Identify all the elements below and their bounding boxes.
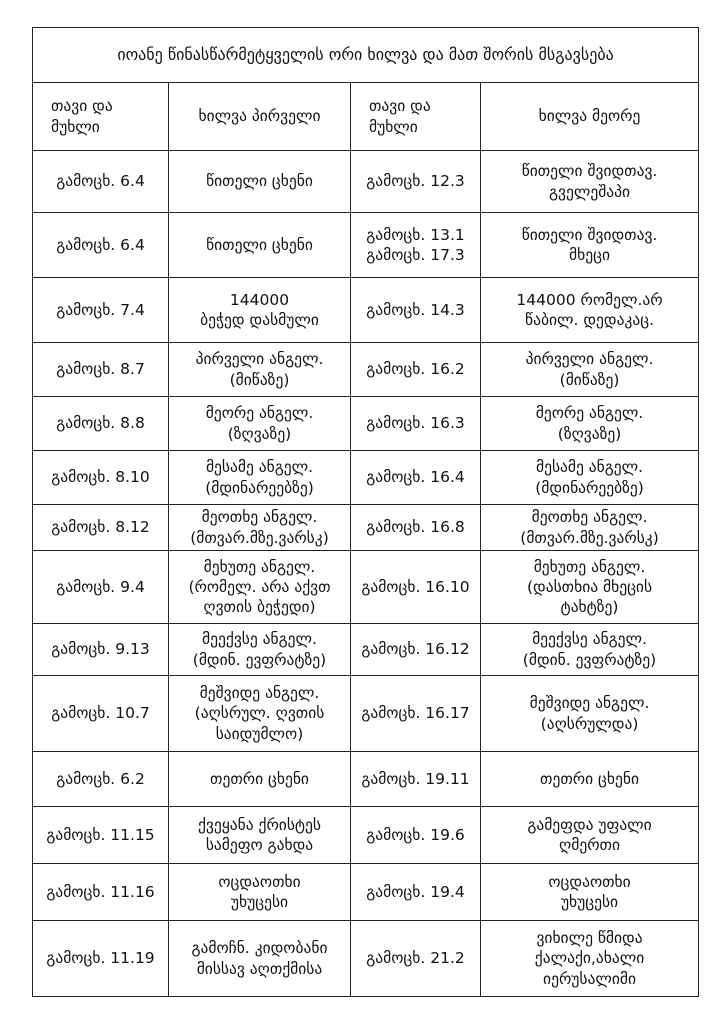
cell-line: მეორე ანგელ. xyxy=(205,404,314,423)
cell-line: (მდინ. ევფრატზე) xyxy=(192,650,327,669)
table-row xyxy=(33,676,699,752)
cell-line: (მდინ. ევფრატზე) xyxy=(522,650,657,669)
cell-line: გამოცხ. 16.17 xyxy=(361,704,470,723)
cell-line: მეშვიდე ანგელ. xyxy=(529,694,650,713)
cell-line: (ზღვაზე) xyxy=(557,424,622,443)
table-title: იოანე წინასწარმეტყველის ორი ხილვა და მათ შორის მსგავსება xyxy=(33,28,699,83)
cell-line: (აღსრულდა) xyxy=(540,714,639,733)
cell-line: გამოცხ. 16.2 xyxy=(366,360,465,379)
cell-ref2 xyxy=(351,278,481,343)
cell-line: გამოცხ. 16.10 xyxy=(361,577,470,596)
cell-vision2 xyxy=(481,864,699,921)
cell-vision2 xyxy=(481,921,699,997)
cell-line: მეორე ანგელ. xyxy=(535,404,644,423)
header-ref1-line2: მუხლი xyxy=(51,117,100,136)
cell-line: გამოცხ. 11.19 xyxy=(46,949,155,968)
cell-vision2 xyxy=(481,551,699,624)
cell-vision1 xyxy=(169,624,351,676)
cell-line: (მთვარ.მზე.ვარსკ) xyxy=(190,528,329,547)
cell-line: ოცდაოთხი xyxy=(548,872,631,891)
cell-line: გამოცხ. 19.6 xyxy=(366,825,465,844)
header-ref2-line2: მუხლი xyxy=(369,117,418,136)
cell-vision1 xyxy=(169,921,351,997)
cell-line: 144000 რომელ.არ xyxy=(516,290,663,309)
cell-line: წითელი ცხენი xyxy=(206,172,313,191)
cell-line: მეექვსე ანგელ. xyxy=(532,630,647,649)
cell-ref2 xyxy=(351,752,481,807)
table-row xyxy=(33,624,699,676)
cell-vision1 xyxy=(169,807,351,864)
cell-ref2 xyxy=(351,343,481,397)
cell-line: ღვთის ბეჭედი) xyxy=(203,598,316,617)
cell-line: თეთრი ცხენი xyxy=(540,769,639,788)
cell-vision2 xyxy=(481,752,699,807)
cell-line: მეშვიდე ანგელ. xyxy=(199,684,320,703)
cell-line: გამოცხ. 9.4 xyxy=(56,577,145,596)
table-row xyxy=(33,921,699,997)
cell-ref2 xyxy=(351,505,481,551)
cell-vision2 xyxy=(481,624,699,676)
cell-ref2 xyxy=(351,864,481,921)
cell-vision1 xyxy=(169,151,351,213)
cell-line: ოცდაოთხი xyxy=(218,872,301,891)
cell-ref1 xyxy=(33,151,169,213)
cell-line: გამოცხ. 9.13 xyxy=(51,640,150,659)
cell-line: ვიხილე წმიდა xyxy=(536,929,643,948)
cell-line: მხეცი xyxy=(569,246,610,264)
cell-line: გამოცხ. 16.3 xyxy=(366,414,465,433)
table-row xyxy=(33,151,699,213)
cell-line: გამოცხ. 11.15 xyxy=(46,825,155,844)
cell-ref1 xyxy=(33,624,169,676)
cell-line: გამოცხ. 11.16 xyxy=(46,882,155,901)
cell-ref1 xyxy=(33,807,169,864)
cell-line: (მიწაზე) xyxy=(229,370,290,389)
cell-ref1 xyxy=(33,213,169,278)
cell-vision1 xyxy=(169,864,351,921)
cell-vision1 xyxy=(169,551,351,624)
header-chapter-verse-1 xyxy=(33,83,169,151)
cell-vision1 xyxy=(169,676,351,752)
comparison-table xyxy=(32,27,699,997)
cell-line: გამოცხ. 8.8 xyxy=(56,414,145,433)
header-vision-1: ხილვა პირველი xyxy=(169,83,351,151)
cell-line: ქალაქი,ახალი xyxy=(534,949,645,968)
cell-vision2 xyxy=(481,151,699,213)
cell-ref2 xyxy=(351,213,481,278)
table-row xyxy=(33,864,699,921)
cell-line: (დასთხია მხეცის xyxy=(526,577,653,596)
table-row xyxy=(33,278,699,343)
table-row xyxy=(33,397,699,451)
cell-line: პირველი ანგელ. xyxy=(195,350,324,369)
table-row xyxy=(33,343,699,397)
cell-ref1 xyxy=(33,451,169,505)
cell-line: მეხუთე ანგელ. xyxy=(203,557,316,576)
cell-vision1 xyxy=(169,397,351,451)
cell-ref2 xyxy=(351,451,481,505)
cell-line: გამოჩნ. კიდობანი xyxy=(191,939,328,958)
cell-line: მისსავ აღთქმისა xyxy=(196,959,323,978)
table-row xyxy=(33,807,699,864)
cell-line: (მდინარეებზე) xyxy=(535,478,644,497)
cell-line: უხუცესი xyxy=(230,893,289,911)
cell-line: გამოცხ. 6.4 xyxy=(56,235,145,254)
cell-line: მეოთხე ანგელ. xyxy=(201,508,318,527)
cell-line: (ზღვაზე) xyxy=(227,424,292,443)
cell-vision1 xyxy=(169,505,351,551)
cell-line: ქვეყანა ქრისტეს xyxy=(197,815,322,834)
cell-vision2 xyxy=(481,451,699,505)
cell-ref1 xyxy=(33,921,169,997)
cell-ref1 xyxy=(33,752,169,807)
title-row xyxy=(33,28,699,83)
cell-line: გველეშაპი xyxy=(549,182,631,201)
cell-ref2 xyxy=(351,551,481,624)
cell-line: (რომელ. არა აქვთ xyxy=(188,577,331,596)
cell-line: ღმერთი xyxy=(559,836,620,854)
header-chapter-verse-2 xyxy=(351,83,481,151)
cell-line: სამეფო გახდა xyxy=(205,836,314,854)
cell-vision2 xyxy=(481,213,699,278)
cell-line: 144000 xyxy=(229,290,290,309)
cell-line: თეთრი ცხენი xyxy=(210,769,309,788)
cell-line: გამოცხ. 8.7 xyxy=(56,360,145,379)
cell-ref2 xyxy=(351,151,481,213)
cell-ref1 xyxy=(33,864,169,921)
cell-vision2 xyxy=(481,807,699,864)
header-ref2-line1: თავი და xyxy=(369,97,431,116)
cell-line: ბეჭედ დასმული xyxy=(200,311,319,329)
cell-line: წითელი ცხენი xyxy=(206,235,313,254)
cell-line: გამოცხ. 7.4 xyxy=(56,300,145,319)
cell-line: წაბილ. დედაკაც. xyxy=(525,311,654,329)
cell-line: ტახტზე) xyxy=(560,598,619,617)
cell-vision1 xyxy=(169,752,351,807)
table-row xyxy=(33,505,699,551)
cell-vision1 xyxy=(169,213,351,278)
cell-ref1 xyxy=(33,278,169,343)
cell-ref1 xyxy=(33,505,169,551)
cell-vision2 xyxy=(481,278,699,343)
cell-line: გამოცხ. 10.7 xyxy=(51,704,150,723)
cell-vision2 xyxy=(481,343,699,397)
cell-ref1 xyxy=(33,676,169,752)
cell-line: გამოცხ. 19.11 xyxy=(361,769,470,788)
cell-ref1 xyxy=(33,397,169,451)
cell-line: გამოცხ. 17.3 xyxy=(366,246,465,264)
cell-ref1 xyxy=(33,551,169,624)
cell-vision2 xyxy=(481,397,699,451)
cell-line: საიდუმლო) xyxy=(215,724,304,743)
cell-line: გამოცხ. 16.4 xyxy=(366,468,465,487)
cell-line: გამოცხ. 12.3 xyxy=(366,172,465,191)
cell-vision2 xyxy=(481,505,699,551)
cell-line: (მიწაზე) xyxy=(559,370,620,389)
cell-line: მესამე ანგელ. xyxy=(535,458,644,477)
cell-line: წითელი შვიდთავ. xyxy=(521,162,658,181)
cell-line: მესამე ანგელ. xyxy=(205,458,314,477)
cell-ref2 xyxy=(351,807,481,864)
table-row xyxy=(33,213,699,278)
cell-line: წითელი შვიდთავ. xyxy=(521,225,658,244)
cell-ref2 xyxy=(351,397,481,451)
cell-line: (აღსრულ. ღვთის xyxy=(194,704,325,723)
cell-line: გამოცხ. 8.12 xyxy=(51,518,150,537)
header-row xyxy=(33,83,699,151)
cell-line: გამოცხ. 19.4 xyxy=(366,882,465,901)
cell-line: გამოცხ. 13.1 xyxy=(366,225,465,244)
cell-ref2 xyxy=(351,921,481,997)
table-row xyxy=(33,752,699,807)
table-row xyxy=(33,551,699,624)
cell-line: გამოცხ. 21.2 xyxy=(366,949,465,968)
table-row xyxy=(33,451,699,505)
cell-line: გამოცხ. 16.8 xyxy=(366,518,465,537)
cell-line: გამოცხ. 14.3 xyxy=(366,300,465,319)
cell-line: (მდინარეებზე) xyxy=(205,478,314,497)
cell-vision1 xyxy=(169,451,351,505)
cell-line: გამოცხ. 6.2 xyxy=(56,769,145,788)
cell-line: პირველი ანგელ. xyxy=(525,350,654,369)
cell-line: მეოთხე ანგელ. xyxy=(531,508,648,527)
cell-vision2 xyxy=(481,676,699,752)
cell-line: უხუცესი xyxy=(560,893,619,911)
cell-line: გამოცხ. 8.10 xyxy=(51,468,150,487)
cell-line: იერუსალიმი xyxy=(543,969,636,988)
header-ref1-line1: თავი და xyxy=(51,97,113,116)
cell-line: მეექვსე ანგელ. xyxy=(202,630,317,649)
cell-line: გამეფდა უფალი xyxy=(527,815,652,834)
cell-ref1 xyxy=(33,343,169,397)
cell-ref2 xyxy=(351,624,481,676)
cell-line: (მთვარ.მზე.ვარსკ) xyxy=(520,528,659,547)
cell-line: გამოცხ. 6.4 xyxy=(56,172,145,191)
cell-ref2 xyxy=(351,676,481,752)
cell-vision1 xyxy=(169,343,351,397)
header-vision-2: ხილვა მეორე xyxy=(481,83,699,151)
cell-vision1 xyxy=(169,278,351,343)
cell-line: გამოცხ. 16.12 xyxy=(361,640,470,659)
cell-line: მეხუთე ანგელ. xyxy=(533,557,646,576)
